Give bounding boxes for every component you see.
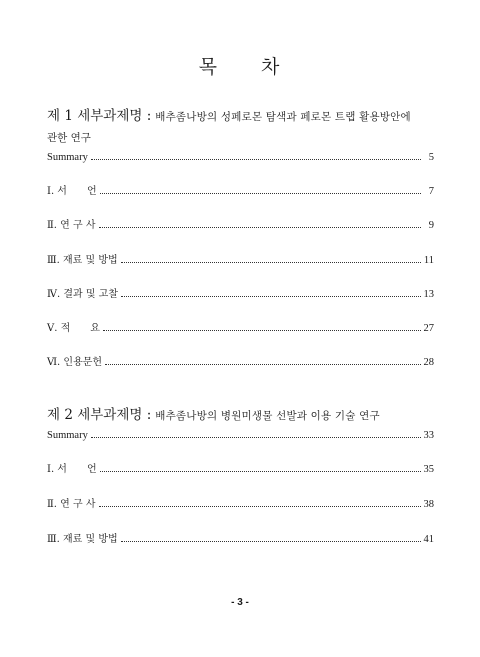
page-title [0, 52, 480, 79]
toc-row-page: 11 [423, 255, 434, 266]
toc-row-page: 27 [423, 323, 434, 334]
dot-leader [121, 262, 421, 263]
toc-row[interactable] [47, 320, 434, 334]
title-char-1: 목 [198, 56, 219, 78]
section-2-title: 배추좀나방의 병원미생물 선발과 이용 기술 연구 [155, 410, 380, 422]
title-char-2: 차 [261, 56, 282, 78]
toc-row-label: Ⅲ. 재료 및 방법 [47, 534, 118, 545]
toc-row-label: Summary [47, 152, 88, 163]
toc-row-page: 33 [423, 430, 434, 441]
page-number: - 3 - [231, 597, 249, 608]
toc-row-page: 13 [423, 289, 434, 300]
toc-row-label: Ⅱ. 연 구 사 [47, 220, 96, 231]
toc-row[interactable] [47, 354, 434, 368]
toc-row-label: Ⅰ. 서 언 [47, 186, 97, 197]
dot-leader [100, 193, 421, 194]
toc-row[interactable] [47, 149, 434, 163]
section-2-prefix: 제 2 세부과제명 : [47, 407, 152, 423]
section-1-heading [47, 108, 447, 125]
toc-row[interactable] [47, 427, 434, 441]
toc-row[interactable] [47, 461, 434, 475]
dot-leader [121, 296, 420, 297]
toc-row-page: 35 [423, 464, 434, 475]
dot-leader [91, 159, 421, 160]
section-1-prefix: 제 1 세부과제명 : [47, 108, 152, 124]
toc-row[interactable] [47, 286, 434, 300]
dot-leader [105, 364, 420, 365]
toc-row-label: Ⅱ. 연 구 사 [47, 499, 96, 510]
toc-row[interactable] [47, 217, 434, 231]
toc-row[interactable] [47, 252, 434, 266]
toc-row-page: 38 [423, 499, 434, 510]
dot-leader [121, 541, 421, 542]
toc-row-page: 41 [423, 534, 434, 545]
toc-row[interactable] [47, 496, 434, 510]
toc-row-page: 7 [428, 186, 434, 197]
toc-row-page: 28 [423, 357, 434, 368]
toc-row-page: 9 [428, 220, 434, 231]
toc-row-label: Ⅲ. 재료 및 방법 [47, 255, 118, 266]
dot-leader [103, 330, 421, 331]
toc-row-label: Summary [47, 430, 88, 441]
dot-leader [100, 471, 421, 472]
dot-leader [99, 506, 421, 507]
section-2-heading [47, 407, 447, 424]
section-1-title: 배추좀나방의 성페로몬 탐색과 페로몬 트랩 활용방안에 [155, 111, 411, 123]
toc-row-label: Ⅳ. 결과 및 고찰 [47, 289, 119, 300]
dot-leader [99, 227, 422, 228]
toc-row[interactable] [47, 531, 434, 545]
dot-leader [91, 437, 421, 438]
toc-row-page: 5 [428, 152, 434, 163]
section-1-title-continued: 관한 연구 [47, 132, 91, 144]
toc-row-label: Ⅵ. 인용문헌 [47, 357, 103, 368]
toc-row-label: Ⅰ. 서 언 [47, 464, 97, 475]
toc-row[interactable] [47, 183, 434, 197]
toc-row-label: Ⅴ. 적 요 [47, 323, 100, 334]
